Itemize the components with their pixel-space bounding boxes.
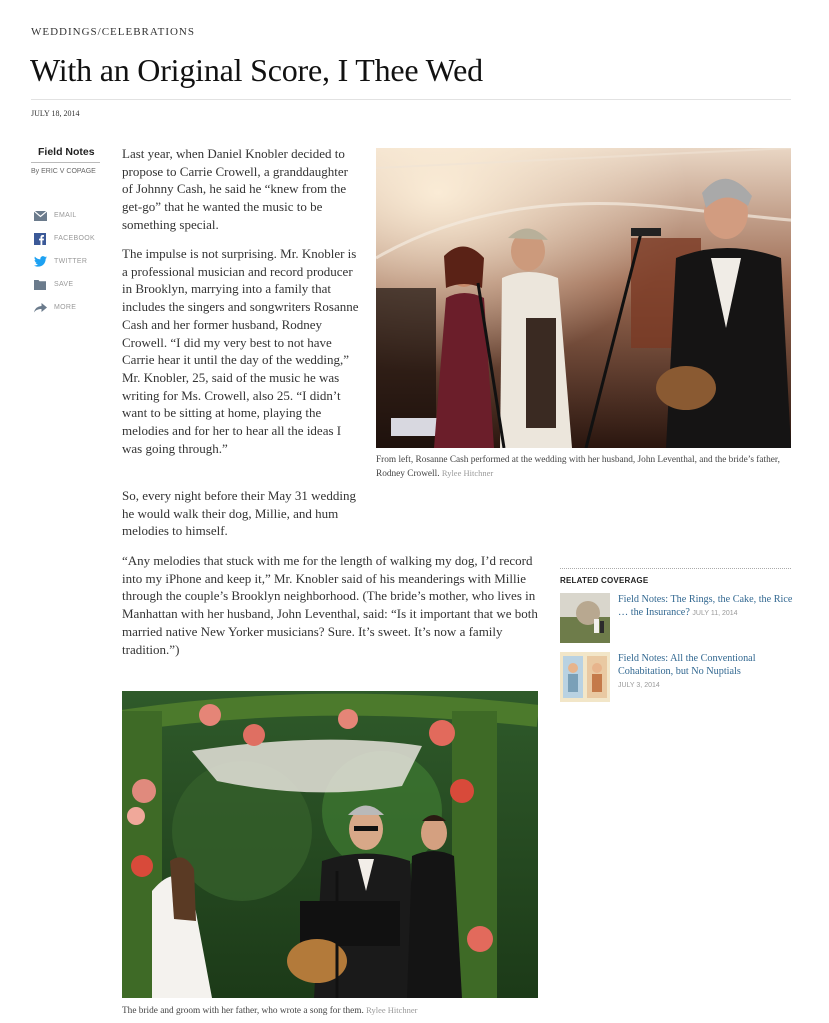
concert-photo[interactable] [376, 148, 791, 448]
caption-text: From left, Rosanne Cash performed at the wedding with her husband, John Leventhal, and the bride’s father, Rodney Crowell. [376, 455, 780, 479]
related-thumbnail[interactable] [560, 593, 610, 643]
article-paragraph: Last year, when Daniel Knobler decided to propose to Carrie Crowell, a granddaughter of Johnny Cash, he said he “knew from the get-go” that he wanted the music to be something special. [122, 146, 348, 232]
share-label-email: EMAIL [54, 212, 77, 219]
share-arrow-icon [33, 302, 47, 314]
share-save-button[interactable] [33, 273, 95, 296]
kicker-divider [31, 162, 100, 163]
share-label-facebook: FACEBOOK [54, 235, 95, 242]
share-label-save: SAVE [54, 281, 74, 288]
related-coverage-heading: RELATED COVERAGE [560, 576, 649, 585]
photo-caption [376, 454, 796, 481]
divider [31, 99, 791, 100]
related-link[interactable]: Field Notes: The Rings, the Cake, the Rice … the Insurance? [618, 594, 793, 618]
related-divider [560, 568, 791, 569]
article-paragraph: The impulse is not surprising. Mr. Knobler is a professional musician and record producer in Brooklyn, marrying into a family that includes the singers and songwriters Rosanne Cash and her former husband, Rodney Crowell. “I did my very best to not have Carrie hear it until the day of the wedding,” Mr. Knobler, 25, said of the music he was writing for Ms. Crowell, also 25. “I didn’t want to be sitting at home, playing the melodies and for her to hear all the ideas I was going through.” [122, 246, 359, 456]
related-date: JULY 11, 2014 [692, 610, 738, 617]
twitter-icon [33, 256, 47, 268]
photo-credit: Rylee Hitchner [366, 1005, 418, 1015]
article-paragraph: “Any melodies that stuck with me for the length of walking my dog, I’d record into my iPhone and keep it,” Mr. Knobler said of his meanderings with Millie through the couple’s Brooklyn neighborhood. (The bride’s mother, who lives in Manhattan with her husband, John Leventhal, said: “Is it important that we both married native New Yorker musicians? Sure. It’s sweet. It’s now a family tradition.”) [122, 553, 538, 657]
caption-text: The bride and groom with her father, who wrote a song for them. [122, 1006, 364, 1016]
photo-credit: Rylee Hitchner [441, 468, 494, 478]
related-thumbnail[interactable] [560, 652, 610, 702]
photo-caption [122, 1004, 542, 1018]
related-link[interactable]: Field Notes: All the Conventional Cohabitation, but No Nuptials [618, 653, 756, 677]
share-twitter-button[interactable] [33, 250, 95, 273]
share-facebook-button[interactable] [33, 227, 95, 250]
share-more-button[interactable] [33, 296, 95, 319]
share-tools [33, 204, 95, 319]
share-email-button[interactable] [33, 204, 95, 227]
related-date: JULY 3, 2014 [618, 682, 660, 689]
article-paragraph: So, every night before their May 31 wedding he would walk their dog, Millie, and hum melodies to himself. [122, 488, 356, 539]
email-icon [33, 210, 47, 222]
share-label-more: MORE [54, 304, 77, 311]
save-icon [33, 279, 47, 291]
facebook-icon [33, 233, 47, 245]
share-label-twitter: TWITTER [54, 258, 88, 265]
ceremony-photo[interactable] [122, 691, 538, 998]
column-kicker[interactable]: Field Notes [38, 146, 95, 158]
section-label[interactable]: WEDDINGS/CELEBRATIONS [31, 26, 195, 38]
byline[interactable]: By ERIC V COPAGE [31, 168, 96, 175]
headline: With an Original Score, I Thee Wed [30, 52, 483, 88]
dateline: JULY 18, 2014 [31, 109, 80, 118]
